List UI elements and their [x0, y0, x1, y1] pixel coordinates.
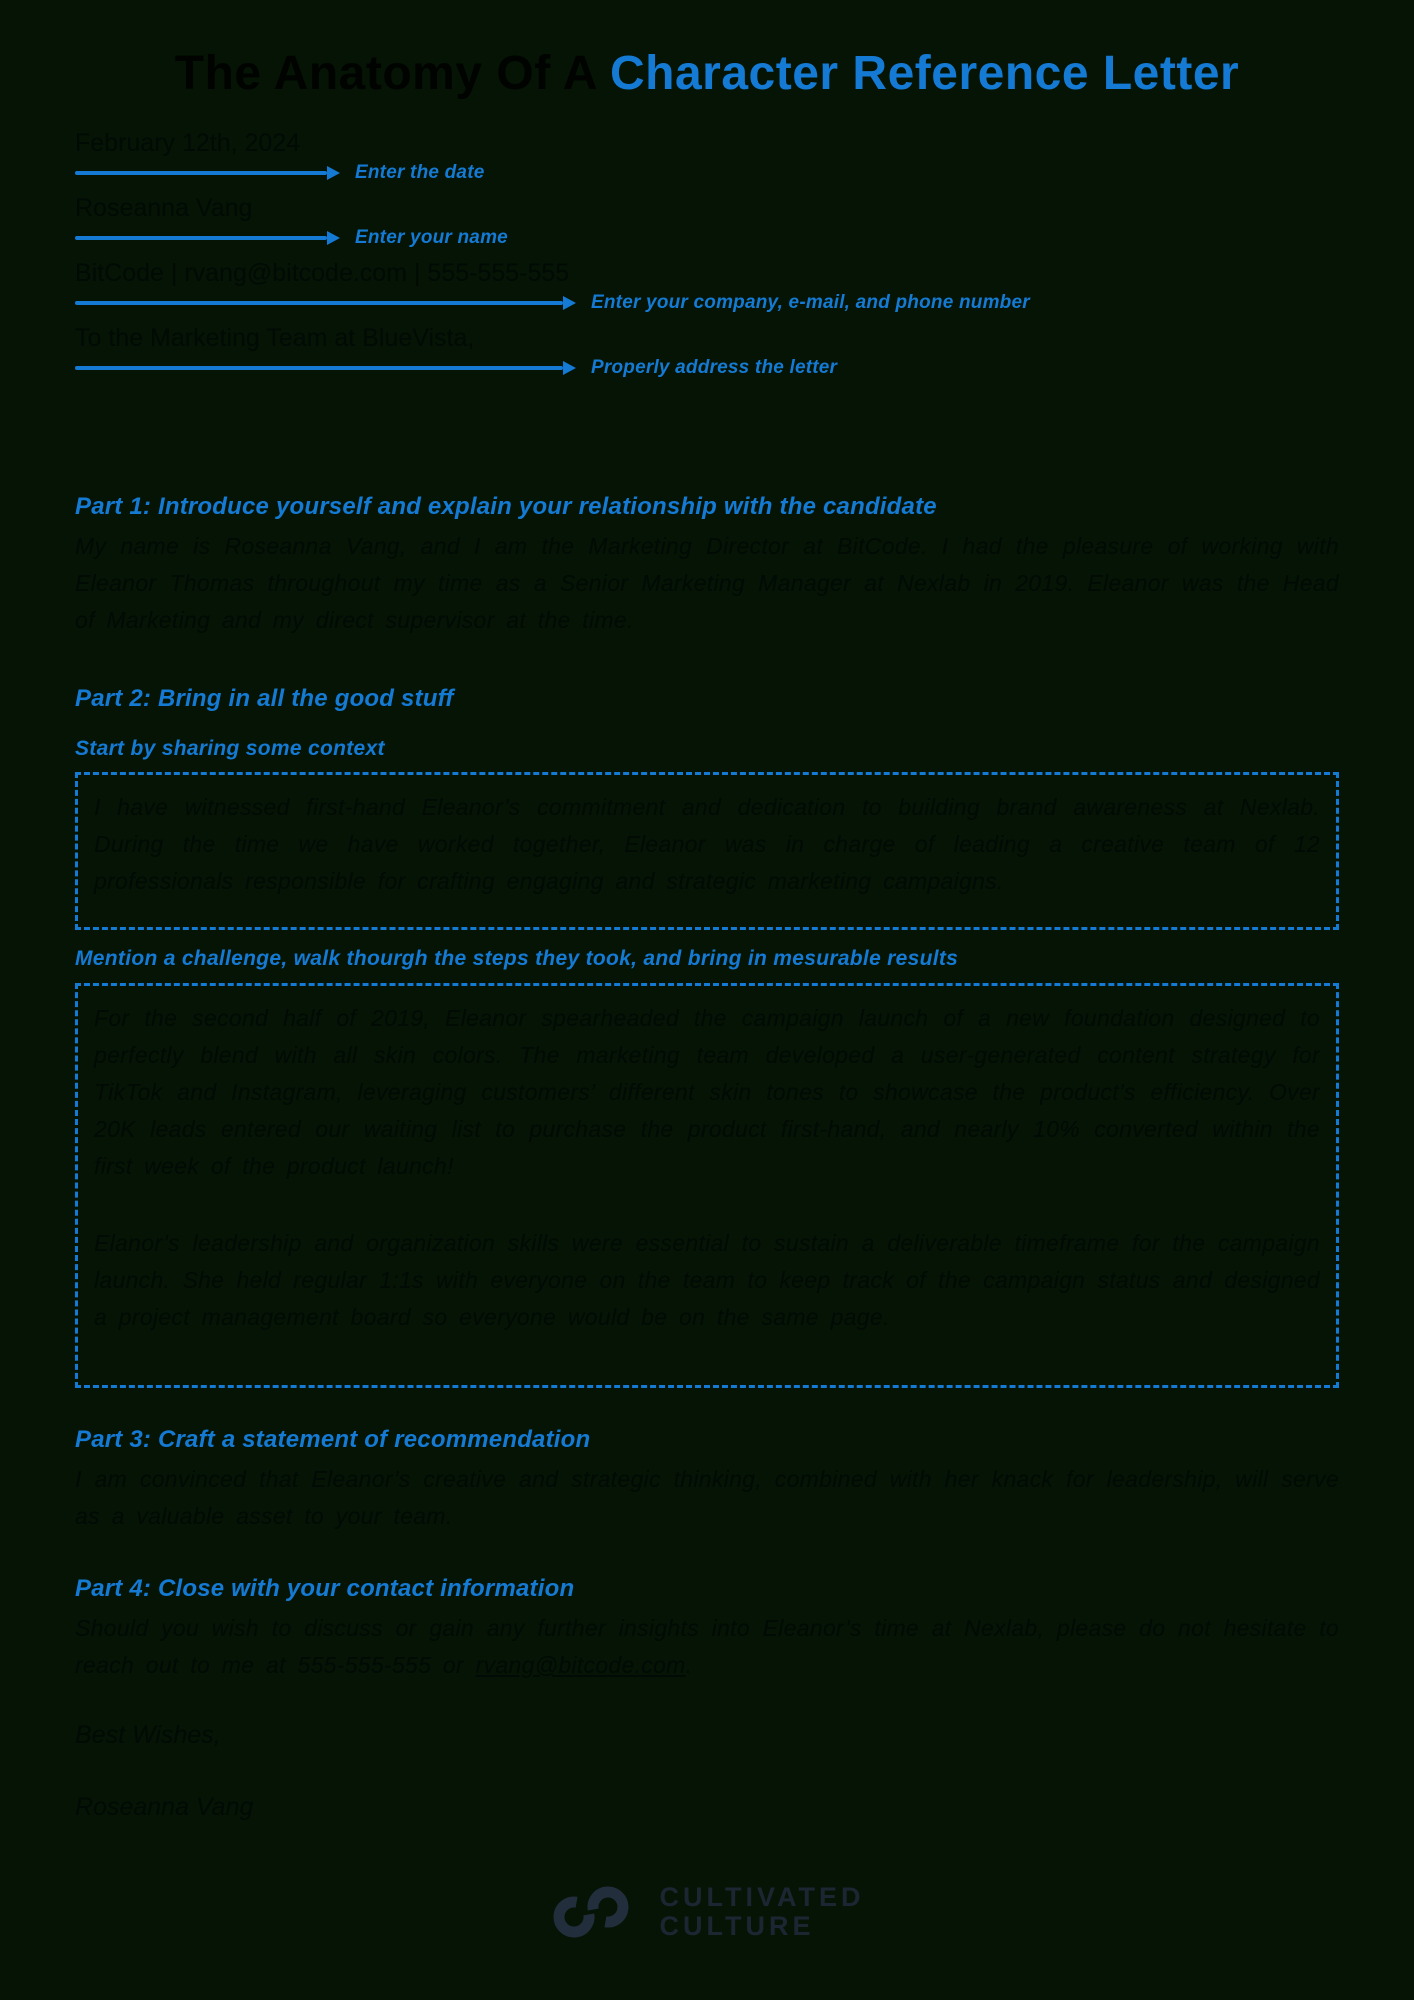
cultivated-culture-wordmark — [660, 1883, 865, 1941]
page-title — [75, 46, 1339, 101]
challenge-example-paragraph-2: Elanor’s leadership and organization skills were essential to sustain a deliverable timeframe for the campaign launch. She held regular 1:1s with everyone on the team to keep track of the campaign status and designed a project management board so everyone would be on the same page. — [94, 1230, 1320, 1331]
annotation-arrow-icon — [75, 301, 563, 305]
annotation-arrow-icon — [75, 366, 563, 370]
context-example-box — [75, 772, 1339, 930]
part-4-body — [75, 1610, 1339, 1684]
part-1-body: My name is Roseanna Vang, and I am the Marketing Director at BitCode. I had the pleasure of working with Eleanor Thomas throughout my time as a Senior Marketing Manager at Nexlab in 2019. Eleanor was the Head of Marketing and my direct supervisor at the time. — [75, 533, 1339, 634]
part-4-body-period: . — [685, 1652, 693, 1679]
part-1-heading: Part 1: Introduce yourself and explain your relationship with the candidate — [75, 493, 937, 521]
letter-date: February 12th, 2024 — [75, 129, 301, 158]
page-title-black-part: The Anatomy Of A — [174, 47, 610, 100]
annotation-label-company: Enter your company, e-mail, and phone number — [591, 292, 1030, 314]
cultivated-culture-logo-icon — [550, 1880, 634, 1944]
letter-sign-off: Best Wishes, — [75, 1721, 221, 1750]
letter-addressee: To the Marketing Team at BlueVista, — [75, 324, 475, 353]
annotation-row-company — [75, 292, 1339, 314]
part-4-body-text: Should you wish to discuss or gain any further insights into Eleanor’s time at Nexlab, please do not hesitate to reach out to me at 555-555-555 or — [75, 1615, 1339, 1679]
annotation-row-date — [75, 162, 1339, 184]
logo-text-line-1: CULTIVATED — [659, 1882, 865, 1913]
part-4-heading: Part 4: Close with your contact information — [75, 1575, 575, 1603]
part-2-sub-label-context: Start by sharing some context — [75, 737, 385, 761]
part-3-heading: Part 3: Craft a statement of recommendation — [75, 1426, 591, 1454]
letter-sender-name: Roseanna Vang — [75, 194, 253, 223]
part-2-sub-label-challenge: Mention a challenge, walk thourgh the steps they took, and bring in mesurable results — [75, 947, 959, 971]
annotation-row-name — [75, 227, 1339, 249]
annotation-label-address: Properly address the letter — [591, 357, 838, 379]
page-title-blue-part: Character Reference Letter — [609, 47, 1240, 100]
annotation-label-name: Enter your name — [355, 227, 508, 249]
annotation-row-address — [75, 357, 1339, 379]
annotation-label-date: Enter the date — [355, 162, 485, 184]
annotation-arrow-icon — [75, 171, 327, 175]
part-3-body: I am convinced that Eleanor’s creative and strategic thinking, combined with her knack for leadership, will serve as a valuable asset to your team. — [75, 1466, 1339, 1530]
context-example-text: I have witnessed first-hand Eleanor’s commitment and dedication to building brand awareness at Nexlab. During the time we have worked together, Eleanor was in charge of leading a creative team of 12 professionals responsible for crafting engaging and strategic marketing campaigns. — [94, 794, 1320, 895]
part-2-heading: Part 2: Bring in all the good stuff — [75, 685, 454, 713]
logo-text-line-2: CULTURE — [659, 1911, 815, 1942]
letter-signature: Roseanna Vang — [75, 1793, 254, 1822]
challenge-example-box — [75, 983, 1339, 1388]
letter-company-contact: BitCode | rvang@bitcode.com | 555-555-555 — [75, 259, 570, 288]
challenge-example-paragraph-1: For the second half of 2019, Eleanor spearheaded the campaign launch of a new foundation designed to perfectly blend with all skin colors. The marketing team developed a user-generated content strategy for TikTok and Instagram, leveraging customers’ different skin tones to showcase the product’s efficiency. Over 20K leads entered our waiting list to purchase the product first-hand, and nearly 10% converted within the first week of the product launch! — [94, 1005, 1320, 1180]
email-link[interactable]: rvang@bitcode.com — [475, 1652, 686, 1679]
footer — [75, 1880, 1339, 1944]
annotation-arrow-icon — [75, 236, 327, 240]
